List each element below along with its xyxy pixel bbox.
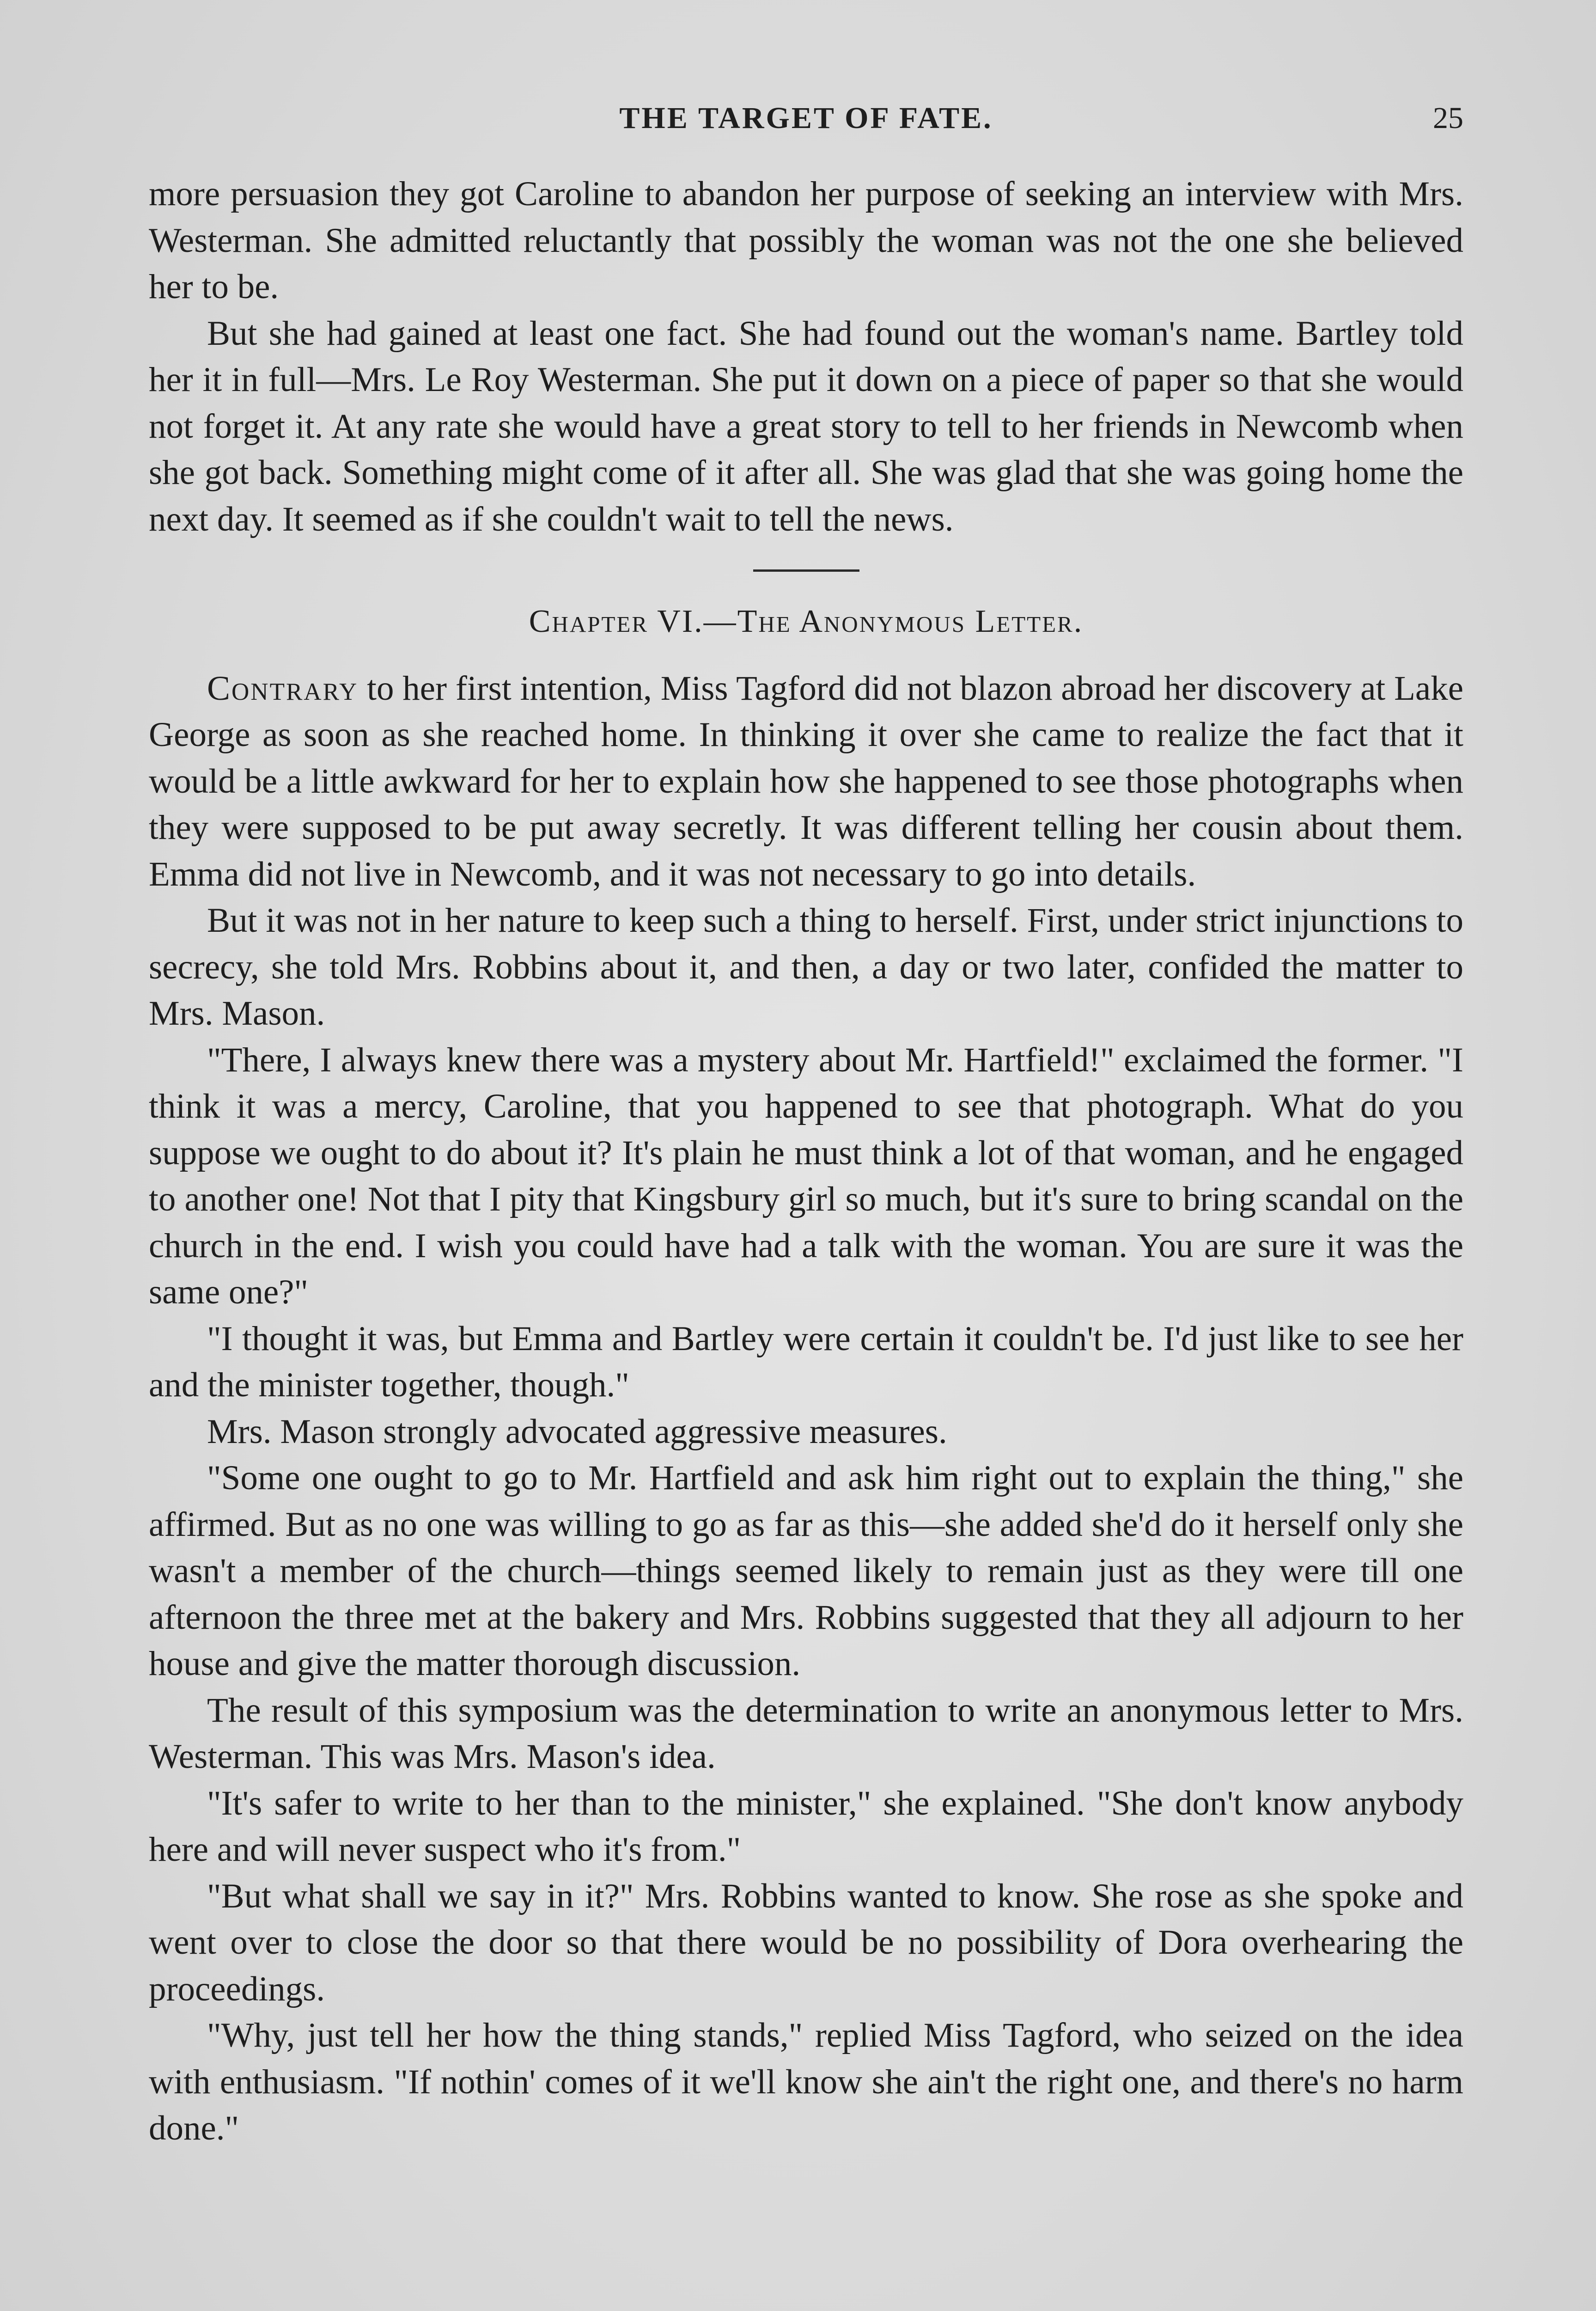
page-number: 25 bbox=[1433, 101, 1463, 135]
body-text bbox=[149, 171, 1463, 2152]
paragraph: "Why, just tell her how the thing stands," replied Miss Tagford, who seized on the idea with enthusiasm. "If nothin' comes of it we'll know she ain't the right one, and there's no harm done." bbox=[149, 2016, 1463, 2147]
paragraph: "There, I always knew there was a mystery about Mr. Hartfield!" exclaimed the former. "I think it was a mercy, Caroline, that you happened to see that photograph. What do you suppose we ought to do about it? It's plain he must think a lot of that woman, and he engaged to another one! Not that I pity that Kingsbury girl so much, but it's sure to bring scandal on the church in the end. I wish you could have had a talk with the woman. You are sure it was the same one?" bbox=[149, 1040, 1463, 1311]
running-header bbox=[149, 101, 1463, 142]
opening-paragraph-text: to her first intention, Miss Tagford did not blazon abroad her discovery at Lake George as soon as she reached home. In thinking it over she came to realize the fact that it would be a little awkward for her to explain how she happened to see those photographs when they were supposed to be put away secretly. It was different telling her cousin about them. Emma did not live in Newcomb, and it was not necessary to go into details. bbox=[149, 669, 1463, 893]
paragraph: "It's safer to write to her than to the minister," she explained. "She don't know anybody here and will never suspect who it's from." bbox=[149, 1784, 1463, 1869]
paragraph: more persuasion they got Caroline to abandon her purpose of seeking an interview with Mrs. Westerman. She admitted reluctantly that possibly the woman was not the one she believed her to be. bbox=[149, 175, 1463, 306]
paragraph: But it was not in her nature to keep such a thing to herself. First, under strict injunctions to secrecy, she told Mrs. Robbins about it, and then, a day or two later, confided the matter to Mrs. Mason. bbox=[149, 901, 1463, 1033]
paragraph: But she had gained at least one fact. She had found out the woman's name. Bartley told her it in full—Mrs. Le Roy Westerman. She put it down on a piece of paper so that she would not forget it. At any rate she would have a great story to tell to her friends in Newcomb when she got back. Something might come of it after all. She was glad that she was going home the next day. It seemed as if she couldn't wait to tell the news. bbox=[149, 314, 1463, 538]
chapter-opening-paragraph bbox=[149, 666, 1463, 898]
paragraph: "Some one ought to go to Mr. Hartfield and ask him right out to explain the thing," she affirmed. But as no one was willing to go as far as this—she added she'd do it herself only she wasn't a member of the church—things seemed likely to remain just as they were till one afternoon the three met at the bakery and Mrs. Robbins suggested that they all adjourn to her house and give the matter thorough discussion. bbox=[149, 1459, 1463, 1683]
section-divider bbox=[753, 569, 859, 572]
paragraph: The result of this symposium was the determination to write an anonymous letter to Mrs. Westerman. This was Mrs. Mason's idea. bbox=[149, 1691, 1463, 1776]
paragraph: "I thought it was, but Emma and Bartley were certain it couldn't be. I'd just like to see her and the minister together, though." bbox=[149, 1319, 1463, 1404]
running-title: THE TARGET OF FATE. bbox=[619, 101, 993, 135]
paragraph: "But what shall we say in it?" Mrs. Robbins wanted to know. She rose as she spoke and went over to close the door so that there would be no possibility of Dora overhearing the proceedings. bbox=[149, 1877, 1463, 2008]
opening-word: Contrary bbox=[207, 669, 359, 708]
paragraph: Mrs. Mason strongly advocated aggressive measures. bbox=[207, 1412, 947, 1451]
chapter-heading: Chapter VI.—The Anonymous Letter. bbox=[529, 604, 1084, 639]
